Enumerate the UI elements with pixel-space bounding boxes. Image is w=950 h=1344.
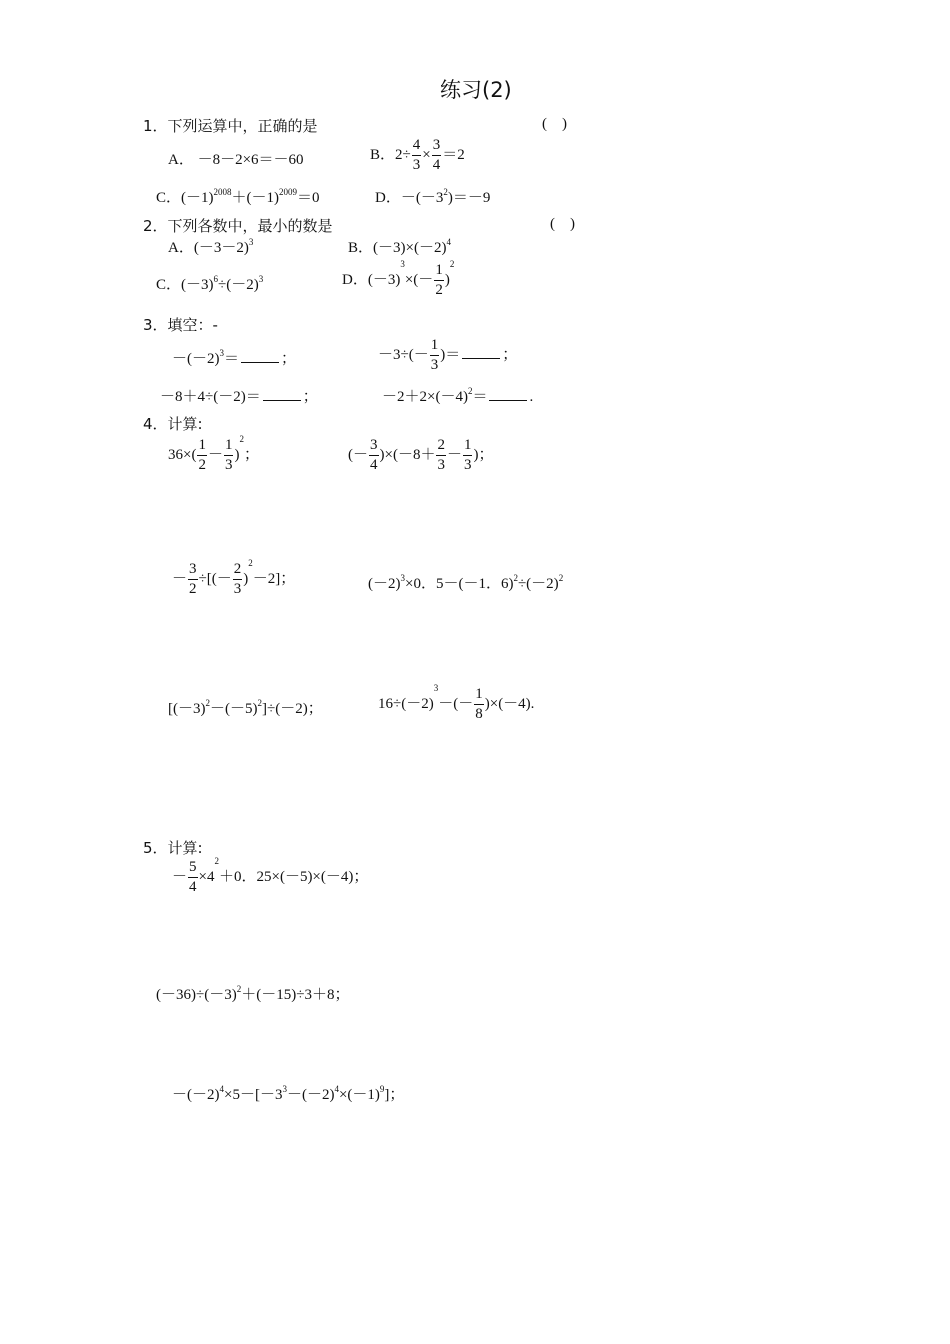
fraction: $\frac{2}{3}$ [233,561,242,597]
q3-item-1: $-(-2)^3=$ ； [172,348,297,367]
q1-option-d: D．$-(-3^2)=-9$ [375,187,491,206]
fraction: $\frac{1}{3}$ [463,437,472,473]
q4-item-1: 36×( $\frac{1}{2}$ － $\frac{1}{3}$ )$^2$； [168,434,259,473]
q4-item-2: (－ $\frac{3}{4}$ )×(－8＋ $\frac{2}{3}$ － $\frac{1}{3}$ )； [348,437,494,473]
q5-item-3: $-(-2)^4\times 5-[-3^3-(-2)^4\times(-1)^9]$； [172,1084,405,1103]
option-label: A． [168,152,194,168]
q1-option-a [168,153,304,168]
fraction: $\frac{1}{3}$ [430,337,439,373]
fraction: $\frac{2}{3}$ [437,437,445,473]
q2-option-d: D．$(-3)^3\times(-$ $\frac{1}{2}$ )$^2$ [342,259,455,298]
page-title: 练习(2) [440,78,512,102]
answer-blank[interactable] [263,390,301,401]
q4-item-6: $16\div(-2)^3-(-$ $\frac{1}{8}$ )×(－4). [378,683,535,722]
q2-option-c: C．$(-3)^6\div(-2)^3$ [156,274,264,293]
question-1-answer-bracket: ( ) [542,116,567,132]
q4-item-3: － $\frac{3}{2}$ ÷[(－ $\frac{2}{3}$ )$^2$－2]； [172,558,296,597]
option-label: B． [370,147,396,164]
q2-option-b: B．$(-3)\times(-2)^4$ [348,237,451,256]
q3-item-3: －8＋4÷(－2)＝ ； [160,389,318,405]
question-3-stem: 3．填空：- [143,316,218,334]
answer-blank[interactable] [489,390,527,401]
answer-blank[interactable] [462,348,500,359]
fraction: $\frac{1}{3}$ [224,437,233,473]
option-expression: －8－2×6＝－60 [197,152,304,168]
q5-item-2: $(-36)\div(-3)^2+(-15)\div 3+8$； [156,984,350,1003]
fraction: $\frac{3}{4}$ [370,437,378,473]
q3-item-2: －3÷(－ $\frac{1}{3}$ )＝ ； [378,337,518,373]
q4-item-4: $(-2)^3\times 0$．5－(－1．$6)^2\div(-2)^2$ [368,573,564,592]
question-2-answer-bracket: ( ) [550,216,575,232]
q1-option-c: C．$(-1)^{2008}+(-1)^{2009}=0$ [156,187,320,206]
fraction: $\frac{1}{2}$ [435,262,443,298]
question-4-stem: 4．计算: [143,415,203,433]
q1-option-b: B．2÷ $\frac{4}{3}$ × $\frac{3}{4}$ ＝2 [370,137,465,173]
question-2-stem: 2．下列各数中，最小的数是 [143,217,333,235]
q3-item-4: $-2+2\times(-4)^2=$ . [382,386,534,405]
fraction: $\frac{4}{3}$ [412,137,421,173]
answer-blank[interactable] [241,352,279,363]
q2-option-a: A．$(-3-2)^3$ [168,237,254,256]
q5-item-1: － $\frac{5}{4}$ $\times 4^2+0$．25×(－5)×(－4)； [172,856,369,895]
fraction: $\frac{3}{2}$ [189,561,197,597]
q4-item-5: $[(-3)^2-(-5)^2]\div(-2)$； [168,698,323,717]
fraction: $\frac{1}{8}$ [475,686,483,722]
fraction: $\frac{5}{4}$ [189,859,197,895]
fraction: $\frac{1}{2}$ [198,437,206,473]
question-1-stem: 1．下列运算中，正确的是 [143,117,318,135]
fraction: $\frac{3}{4}$ [432,137,441,173]
question-5-stem: 5．计算: [143,839,203,857]
